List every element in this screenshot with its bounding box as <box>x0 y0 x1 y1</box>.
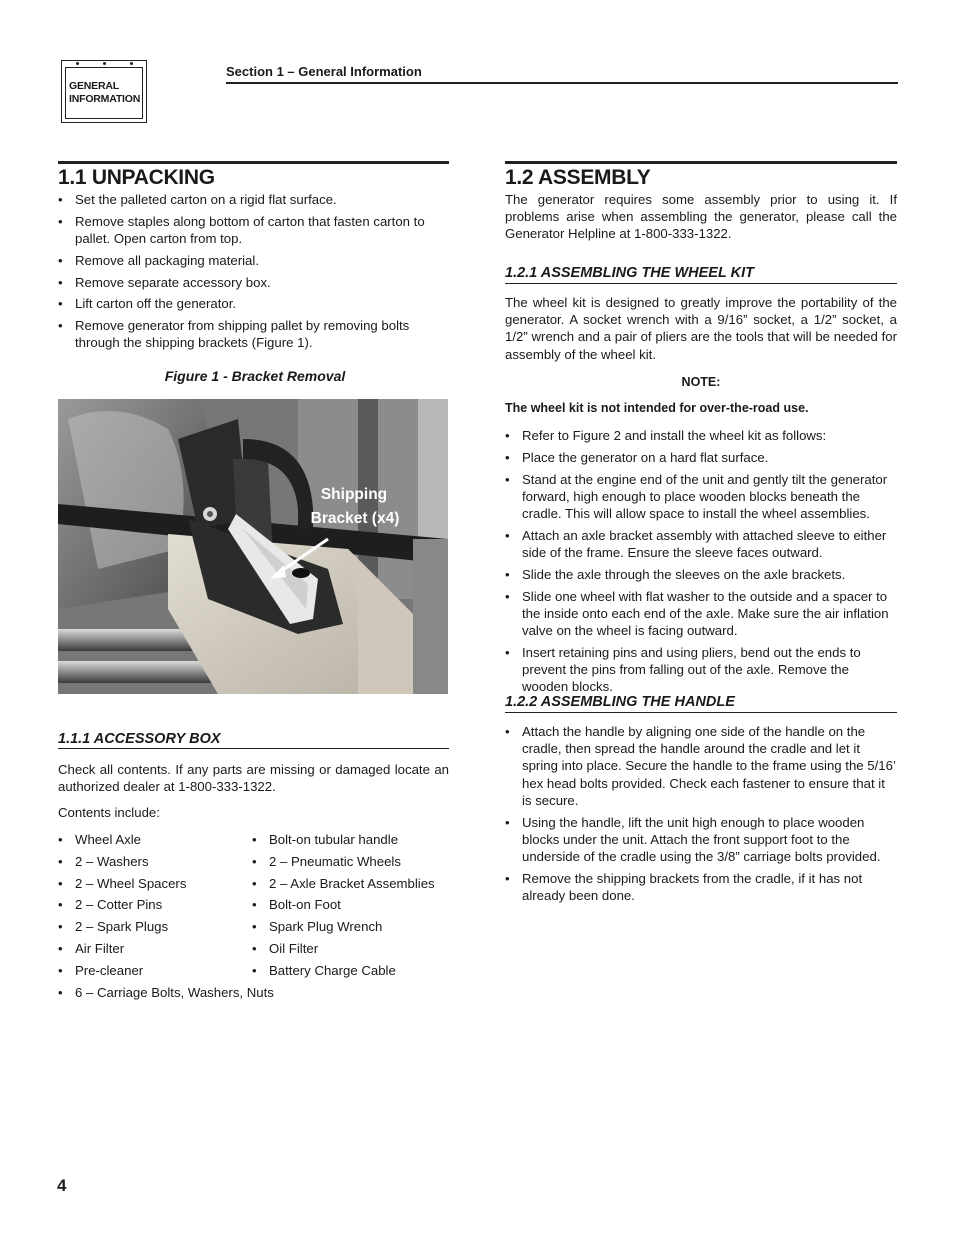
unpacking-list <box>58 191 450 356</box>
list-item: • 2 – Wheel Spacers <box>58 875 243 892</box>
list-item: • Remove separate accessory box. <box>58 274 450 291</box>
tab-dot <box>103 62 106 65</box>
accessory-list-col2 <box>252 831 452 984</box>
handle-list <box>505 723 897 909</box>
list-item: • Slide the axle through the sleeves on the axle brackets. <box>505 566 897 583</box>
bracket-photo-illustration <box>58 399 448 694</box>
photo-label-line1: Shipping <box>320 486 388 503</box>
subheading-rule <box>505 283 897 284</box>
subheading-rule <box>58 748 449 749</box>
wheel-kit-title: 1.2.1 ASSEMBLING THE WHEEL KIT <box>505 265 754 281</box>
list-item: • Remove all packaging material. <box>58 252 450 269</box>
list-item: • Spark Plug Wrench <box>252 918 452 935</box>
list-item: • 2 – Axle Bracket Assemblies <box>252 875 452 892</box>
list-item: • Attach an axle bracket assembly with attached sleeve to either side of the frame. Ensure the sleeve faces outward. <box>505 527 897 561</box>
header-rule <box>226 82 898 84</box>
list-item: • Remove the shipping brackets from the cradle, if it has not already been done. <box>505 870 897 904</box>
figure-caption: Figure 1 - Bracket Removal <box>164 368 346 384</box>
list-item: • Attach the handle by aligning one side of the handle on the cradle, then spread the handle around the cradle and let it spring into place. Secure the handle to the frame using the 5/16’ hex head bolts provided. Check each fastener to ensure that it is secure. <box>505 723 897 809</box>
list-item: • 2 – Spark Plugs <box>58 918 243 935</box>
list-item: • Wheel Axle <box>58 831 243 848</box>
assembly-title: 1.2 ASSEMBLY <box>505 166 651 189</box>
section-tab <box>61 60 147 123</box>
list-item: • Insert retaining pins and using pliers, bend out the ends to prevent the pins from falling out of the axle. Remove the wooden blocks. <box>505 644 897 696</box>
handle-title: 1.2.2 ASSEMBLING THE HANDLE <box>505 694 735 710</box>
section-header: Section 1 – General Information <box>226 64 422 79</box>
accessory-list-col1 <box>58 831 243 984</box>
list-item: • Oil Filter <box>252 940 452 957</box>
heading-rule <box>505 161 897 164</box>
photo-label-line2: Bracket (x4) <box>310 510 400 527</box>
tab-dot <box>130 62 133 65</box>
list-item: • Lift carton off the generator. <box>58 295 450 312</box>
list-item: • Air Filter <box>58 940 243 957</box>
tab-line2: INFORMATION <box>69 93 141 105</box>
tab-line1: GENERAL <box>69 80 119 92</box>
list-item: • Remove staples along bottom of carton that fasten carton to pallet. Open carton from top. <box>58 213 450 247</box>
tab-label <box>65 67 143 119</box>
list-item: • Remove generator from shipping pallet by removing bolts through the shipping brackets (Figure 1). <box>58 317 450 351</box>
page-number: 4 <box>57 1176 67 1195</box>
subheading-rule <box>505 712 897 713</box>
bracket-photo <box>58 399 448 694</box>
note-title: NOTE: <box>681 375 721 389</box>
wheel-kit-intro: The wheel kit is designed to greatly improve the portability of the generator. A socket wrench with a 9/16” socket, a 1/2” socket, a 1/2” wrench and a pair of pliers are the tools that will be needed for assembly of the wheel kit. <box>505 295 897 362</box>
list-item: • Slide one wheel with flat washer to the outside and a spacer to the inside onto each end of the axle. Make sure the air inflation valve on the wheel is facing outward. <box>505 588 897 640</box>
wheel-kit-list <box>505 427 897 700</box>
accessory-title: 1.1.1 ACCESSORY BOX <box>58 731 221 747</box>
list-item: • Battery Charge Cable <box>252 962 452 979</box>
list-item: • 2 – Pneumatic Wheels <box>252 853 452 870</box>
list-item: • 2 – Cotter Pins <box>58 896 243 913</box>
assembly-intro: The generator requires some assembly prior to using it. If problems arise when assembling the generator, please call the Generator Helpline at 1-800-333-1322. <box>505 192 897 242</box>
unpacking-title: 1.1 UNPACKING <box>58 166 215 189</box>
list-item: • Set the palleted carton on a rigid flat surface. <box>58 191 450 208</box>
list-item: • Bolt-on Foot <box>252 896 452 913</box>
list-item: • Bolt-on tubular handle <box>252 831 452 848</box>
tab-dot <box>76 62 79 65</box>
list-item: • 2 – Washers <box>58 853 243 870</box>
list-item: • Pre-cleaner <box>58 962 243 979</box>
list-item: • Place the generator on a hard flat surface. <box>505 449 897 466</box>
heading-rule <box>58 161 449 164</box>
note-body: The wheel kit is not intended for over-the-road use. <box>505 401 809 415</box>
contents-label: Contents include: <box>58 805 160 820</box>
list-item: • Refer to Figure 2 and install the wheel kit as follows: <box>505 427 897 444</box>
list-item: • 6 – Carriage Bolts, Washers, Nuts <box>58 984 358 1001</box>
accessory-list-last <box>58 984 358 1006</box>
list-item: • Using the handle, lift the unit high enough to place wooden blocks under the unit. Attach the front support foot to the underside of the cradle using the 3/8” carriage bolts provided. <box>505 814 897 866</box>
accessory-intro: Check all contents. If any parts are missing or damaged locate an authorized dealer at 1-800-333-1322. <box>58 762 449 795</box>
list-item: • Stand at the engine end of the unit and gently tilt the generator forward, high enough to place wooden blocks beneath the cradle. This will allow space to install the wheel assemblies. <box>505 471 897 523</box>
